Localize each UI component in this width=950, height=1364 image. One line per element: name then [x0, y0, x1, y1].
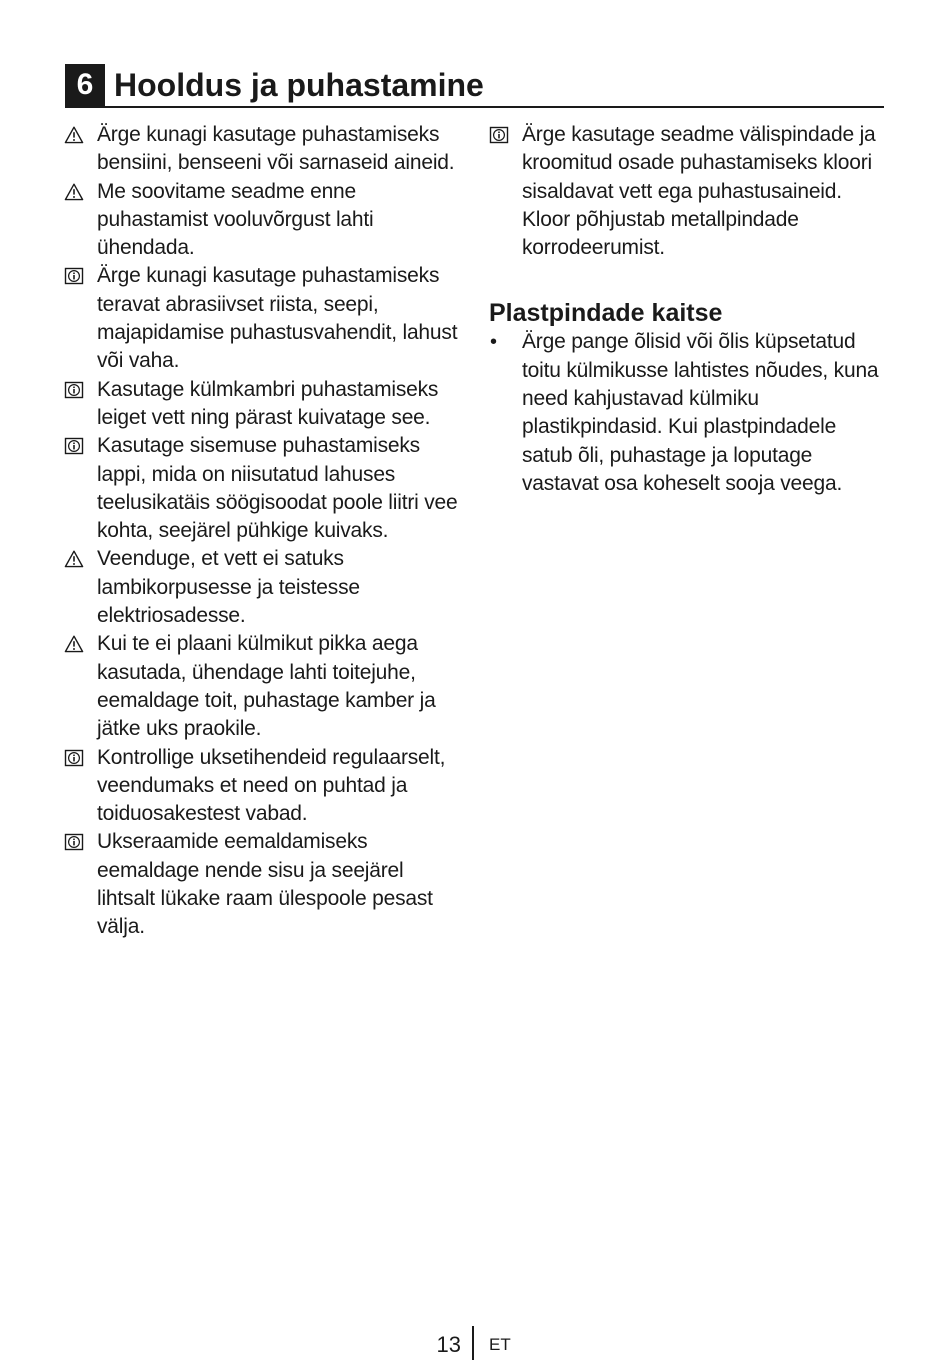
list-item-text: Ärge kunagi kasutage puhastamiseks bensiini, benseeni või sarnaseid aineid. — [97, 123, 455, 175]
subsection-list — [487, 328, 887, 498]
list-item — [62, 376, 466, 433]
list-item — [62, 744, 466, 829]
left-column — [62, 121, 466, 942]
list-item-text: Veenduge, et vett ei satuks lambikorpusesse ja teistesse elektriosadesse. — [97, 547, 360, 628]
list-item — [62, 178, 466, 263]
bullet-icon: • — [490, 331, 497, 354]
page-footer — [0, 1326, 950, 1362]
language-code: ET — [489, 1335, 511, 1354]
list-item-text: Ukseraamide eemaldamiseks eemaldage nende sisu ja seejärel lihtsalt lükake raam ülespoole pesast välja. — [97, 830, 433, 939]
list-item — [62, 432, 466, 545]
list-item-text: Me soovitame seadme enne puhastamist vooluvõrgust lahti ühendada. — [97, 179, 374, 260]
list-item — [62, 121, 466, 178]
list-item — [62, 545, 466, 630]
section-number: 6 — [65, 64, 105, 106]
info-icon — [64, 436, 84, 456]
list-item-text: Ärge kasutage seadme välispindade ja kroomitud osade puhastamiseks kloori sisaldavat vett ega puhastusaineid. Kloor põhjustab metallpindade korrodeerumist. — [522, 123, 876, 260]
list-item-text: Kasutage sisemuse puhastamiseks lappi, mida on niisutatud lahuses teelusikatäis söögisoodat poole liitri vee kohta, seejärel pühkige kuivaks. — [97, 434, 458, 543]
info-icon — [64, 748, 84, 768]
list-item-text: Kasutage külmkambri puhastamiseks leiget vett ning pärast kuivatage see. — [97, 377, 439, 429]
warning-icon — [64, 125, 84, 145]
info-icon — [64, 380, 84, 400]
footer-divider — [472, 1326, 474, 1360]
list-item — [62, 262, 466, 375]
warning-icon — [64, 549, 84, 569]
list-item-text: Ärge kunagi kasutage puhastamiseks teravat abrasiivset riista, seepi, majapidamise puhastusvahendit, lahust või vaha. — [97, 264, 458, 373]
right-instruction-list — [487, 121, 887, 262]
section-title: Hooldus ja puhastamine — [114, 67, 484, 103]
list-item — [487, 121, 887, 262]
list-item-text: Kontrollige uksetihendeid regulaarselt, veendumaks et need on puhtad ja toiduosakestest vabad. — [97, 745, 446, 826]
list-item — [62, 828, 466, 941]
right-column — [487, 121, 887, 498]
left-instruction-list — [62, 121, 466, 942]
info-icon — [489, 125, 509, 145]
subsection-title: Plastpindade kaitse — [489, 299, 723, 328]
info-icon — [64, 832, 84, 852]
page-number: 13 — [436, 1332, 461, 1357]
list-item — [62, 630, 466, 743]
list-item-text: Ärge pange õlisid või õlis küpsetatud toitu külmikusse lahtistes nõudes, kuna need kahjustavad külmiku plastikpindasid. Kui plastpindadele satub õli, puhastage ja loputage vastavat osa koheselt sooja veega. — [522, 330, 879, 495]
list-item-text: Kui te ei plaani külmikut pikka aega kasutada, ühendage lahti toitejuhe, eemaldage toit, puhastage kamber ja jätke uks praokile. — [97, 632, 436, 741]
warning-icon — [64, 634, 84, 654]
list-item — [487, 328, 887, 498]
warning-icon — [64, 182, 84, 202]
section-header — [65, 64, 884, 108]
info-icon — [64, 266, 84, 286]
